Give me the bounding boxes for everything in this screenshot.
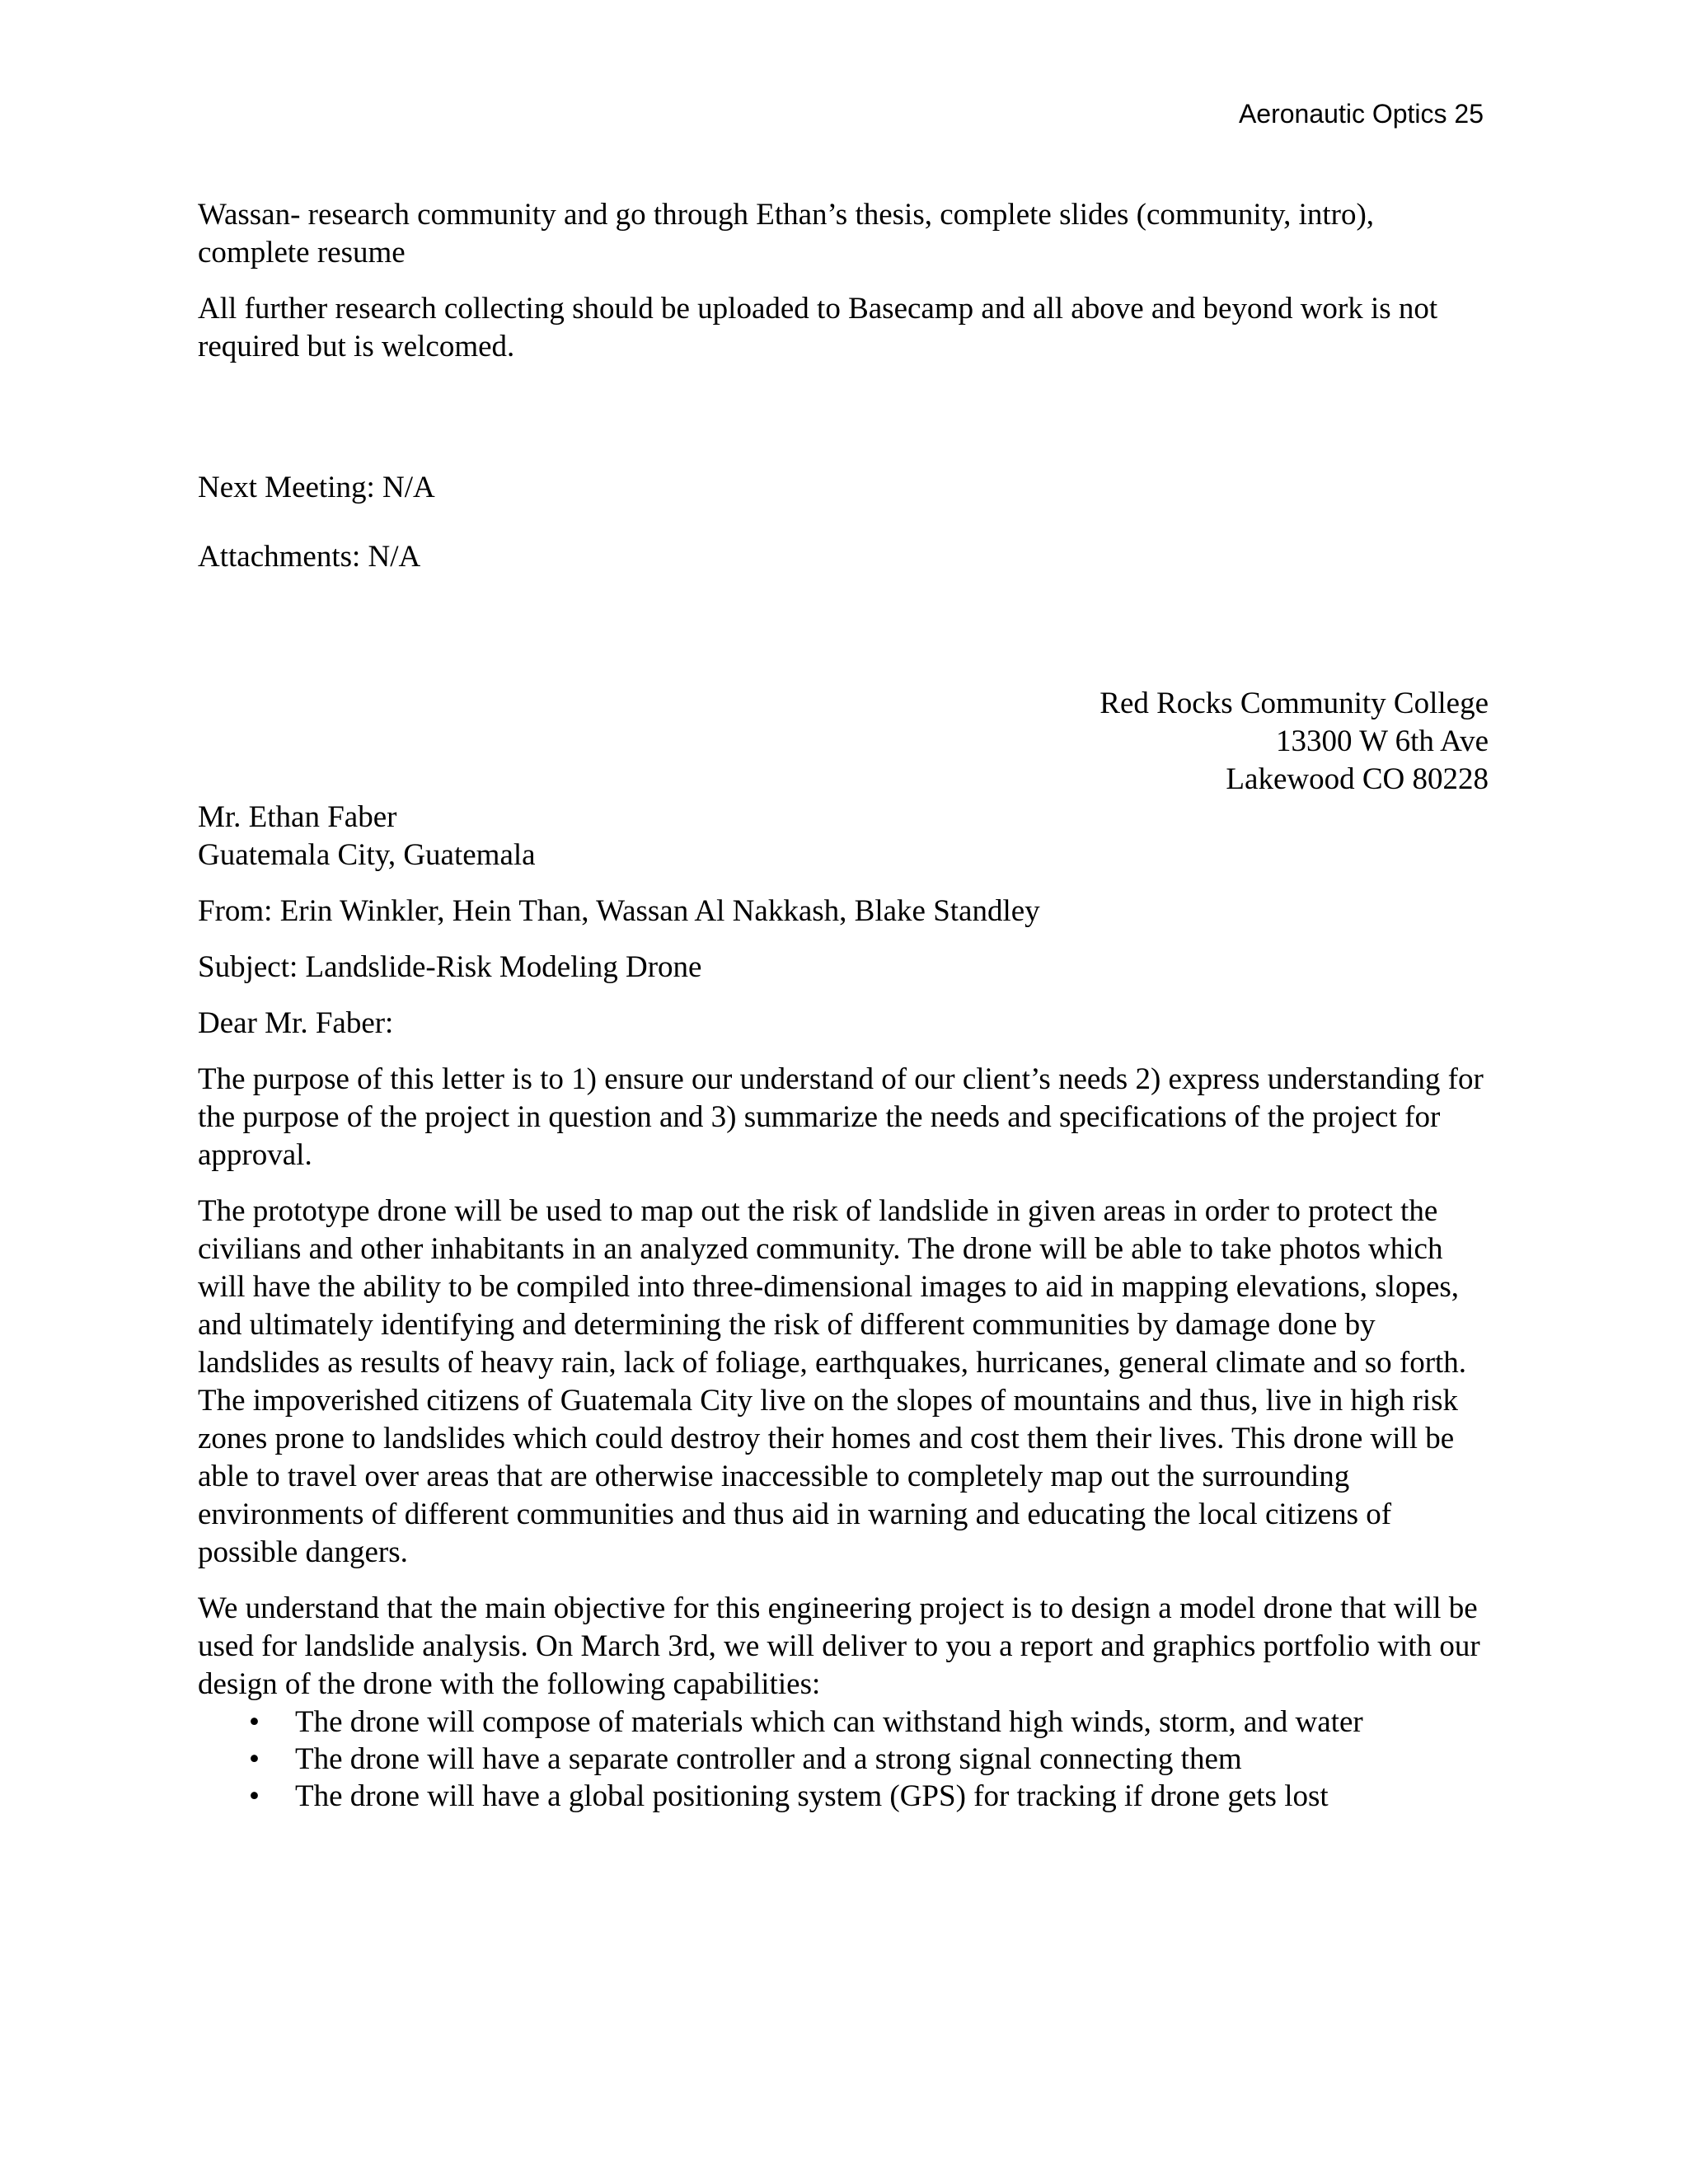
attachments-line: Attachments: N/A xyxy=(198,540,421,574)
capability-text: The drone will have a separate controller and a strong signal connecting them xyxy=(295,1742,1242,1776)
spacer xyxy=(198,272,1489,290)
salutation: Dear Mr. Faber: xyxy=(198,1006,394,1040)
capabilities-list xyxy=(198,1704,1489,1815)
capability-text: The drone will compose of materials which can withstand high winds, storm, and water xyxy=(295,1705,1363,1739)
sender-address-line: Red Rocks Community College xyxy=(1100,687,1489,720)
recipient-location: Guatemala City, Guatemala xyxy=(198,838,536,872)
spacer xyxy=(198,930,1489,949)
spacer xyxy=(198,874,1489,893)
list-item xyxy=(198,1741,1489,1778)
subject-line: Subject: Landslide-Risk Modeling Drone xyxy=(198,950,702,984)
from-line: From: Erin Winkler, Hein Than, Wassan Al Nakkash, Blake Standley xyxy=(198,894,1040,928)
list-item xyxy=(198,1778,1489,1815)
running-header: Aeronautic Optics 25 xyxy=(1238,99,1484,129)
spacer xyxy=(198,1043,1489,1061)
spacer xyxy=(198,576,1489,685)
spacer xyxy=(198,366,1489,469)
objective-paragraph: We understand that the main objective for this engineering project is to design a model drone that will be used for landslide analysis. On March 3rd, we will deliver to you a report and graphics portfolio with our design of the drone with the following capabilities: xyxy=(198,1591,1480,1701)
prototype-paragraph: The prototype drone will be used to map out the risk of landslide in given areas in order to protect the civilians and other inhabitants in an analyzed community. The drone will be able to take photos which will have the ability to be compiled into three-dimensional images to aid in mapping elevations, slopes, and ultimately identifying and determining the risk of different communities by damage done by landslides as results of heavy rain, lack of foliage, earthquakes, hurricanes, general climate and so forth. The impoverished citizens of Guatemala City live on the slopes of mountains and thus, live in high risk zones prone to landslides which could destroy their homes and cost them their lives. This drone will be able to travel over areas that are otherwise inaccessible to completely map out the surrounding environments of different communities and thus aid in warning and educating the local citizens of possible dangers. xyxy=(198,1194,1467,1569)
sender-address xyxy=(198,685,1489,799)
recipient-block xyxy=(198,799,1489,874)
spacer xyxy=(198,507,1489,538)
document-body xyxy=(198,196,1489,1815)
sender-address-line: 13300 W 6th Ave xyxy=(1276,724,1489,758)
spacer xyxy=(198,987,1489,1005)
purpose-paragraph: The purpose of this letter is to 1) ensure our understand of our client’s needs 2) express understanding for the purpose of the project in question and 3) summarize the needs and specifications of the project for approval. xyxy=(198,1062,1484,1172)
capability-text: The drone will have a global positioning system (GPS) for tracking if drone gets lost xyxy=(295,1779,1329,1813)
recipient-name: Mr. Ethan Faber xyxy=(198,800,397,834)
wassan-task-note: Wassan- research community and go through Ethan’s thesis, complete slides (community, intro), complete resume xyxy=(198,198,1375,269)
spacer xyxy=(198,1174,1489,1193)
spacer xyxy=(198,1572,1489,1590)
bullet-icon: • xyxy=(249,1742,260,1776)
next-meeting-line: Next Meeting: N/A xyxy=(198,471,435,504)
list-item xyxy=(198,1704,1489,1741)
bullet-icon: • xyxy=(249,1779,260,1813)
bullet-icon: • xyxy=(249,1705,260,1739)
uploads-note: All further research collecting should be uploaded to Basecamp and all above and beyond work is not required but is welcomed. xyxy=(198,292,1438,363)
sender-address-line: Lakewood CO 80228 xyxy=(1226,762,1489,796)
